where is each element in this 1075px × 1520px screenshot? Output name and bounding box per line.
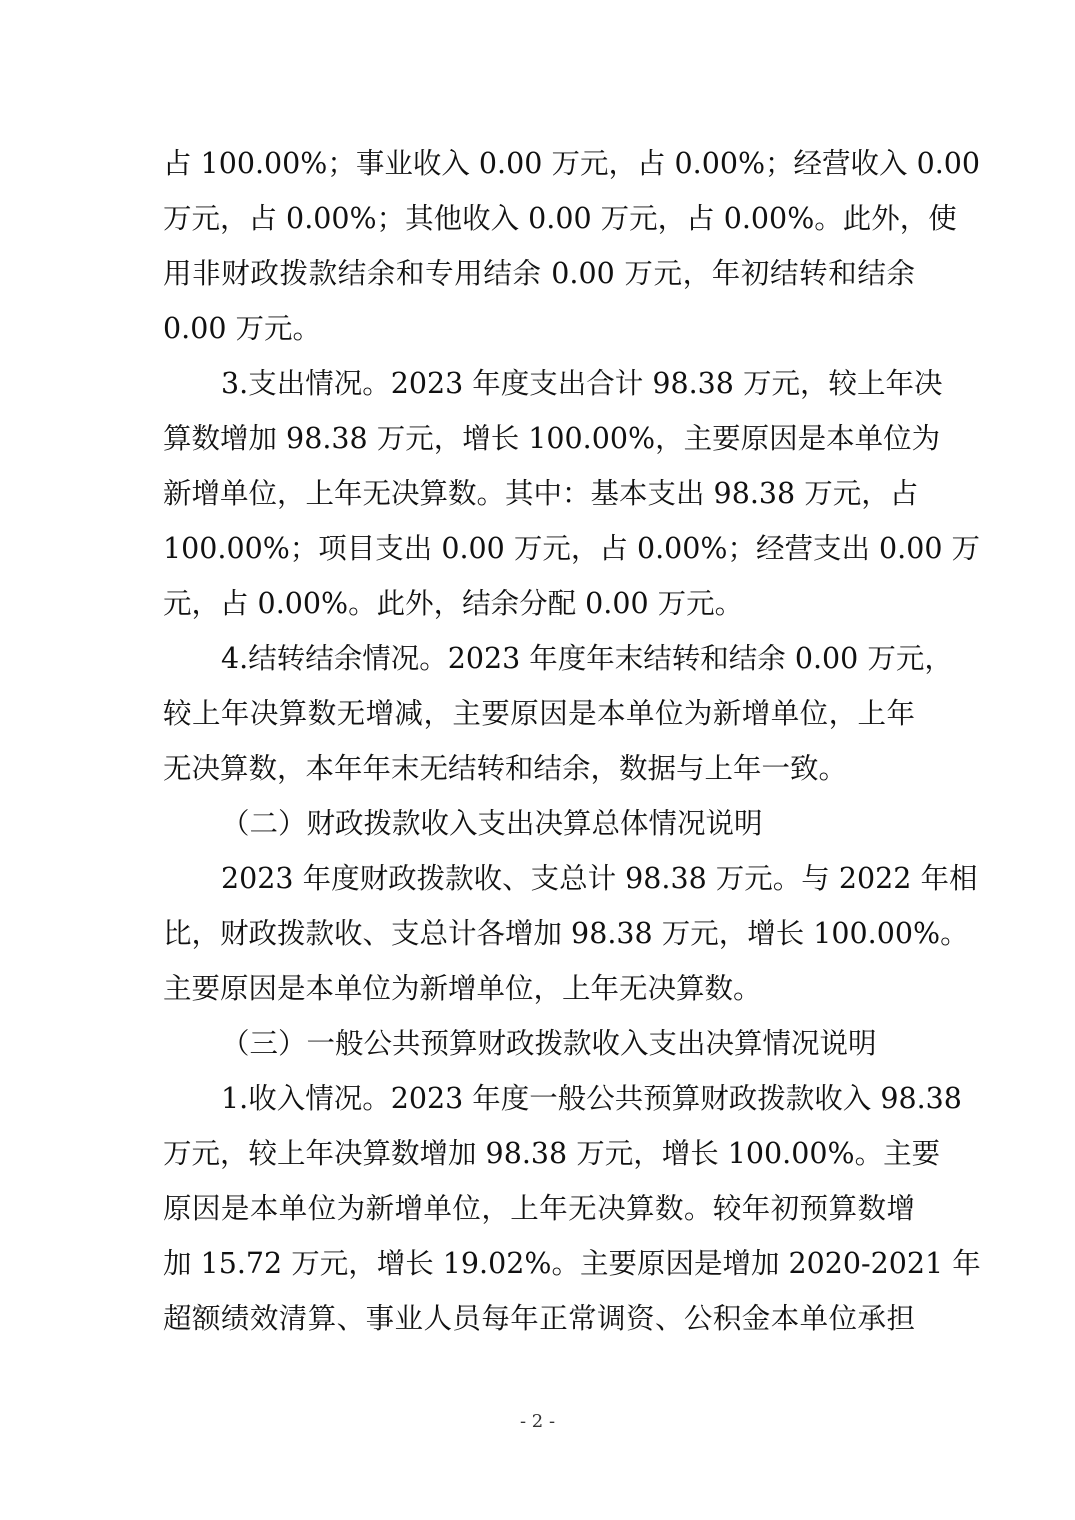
body-text-line: 加 15.72 万元，增长 19.02%。主要原因是增加 2020-2021 年	[163, 1247, 981, 1280]
body-text-line: 算数增加 98.38 万元，增长 100.00%，主要原因是本单位为	[163, 422, 941, 455]
section-heading: （二）财政拨款收入支出决算总体情况说明	[221, 807, 763, 840]
paragraph-first-line: 4.结转结余情况。2023 年度年末结转和结余 0.00 万元，	[221, 642, 953, 675]
body-text-line: 占 100.00%；事业收入 0.00 万元，占 0.00%；经营收入 0.00	[163, 147, 981, 180]
body-text-line: 用非财政拨款结余和专用结余 0.00 万元，年初结转和结余	[163, 257, 915, 290]
body-text-line: 万元，占 0.00%；其他收入 0.00 万元，占 0.00%。此外，使	[163, 202, 957, 235]
page-number: - 2 -	[519, 1411, 556, 1432]
section-heading: （三）一般公共预算财政拨款收入支出决算情况说明	[221, 1027, 877, 1060]
paragraph-first-line: 3.支出情况。2023 年度支出合计 98.38 万元，较上年决	[221, 367, 943, 400]
body-text-line: 主要原因是本单位为新增单位，上年无决算数。	[163, 972, 762, 1005]
body-text-line: 比，财政拨款收、支总计各增加 98.38 万元，增长 100.00%。	[163, 917, 969, 950]
body-text-line: 较上年决算数无增减，主要原因是本单位为新增单位，上年	[163, 697, 915, 730]
paragraph-first-line: 1.收入情况。2023 年度一般公共预算财政拨款收入 98.38	[221, 1082, 962, 1115]
body-text-line: 新增单位，上年无决算数。其中：基本支出 98.38 万元，占	[163, 477, 919, 510]
body-text-line: 超额绩效清算、事业人员每年正常调资、公积金本单位承担	[163, 1302, 915, 1335]
body-text-line: 原因是本单位为新增单位，上年无决算数。较年初预算数增	[163, 1192, 915, 1225]
body-text-line: 元，占 0.00%。此外，结余分配 0.00 万元。	[163, 587, 744, 620]
body-text-line: 无决算数，本年年末无结转和结余，数据与上年一致。	[163, 752, 848, 785]
body-text-line: 100.00%；项目支出 0.00 万元，占 0.00%；经营支出 0.00 万	[163, 532, 981, 565]
paragraph-first-line: 2023 年度财政拨款收、支总计 98.38 万元。与 2022 年相	[221, 862, 978, 895]
body-text-line: 万元，较上年决算数增加 98.38 万元，增长 100.00%。主要	[163, 1137, 941, 1170]
body-text-line: 0.00 万元。	[163, 312, 322, 345]
